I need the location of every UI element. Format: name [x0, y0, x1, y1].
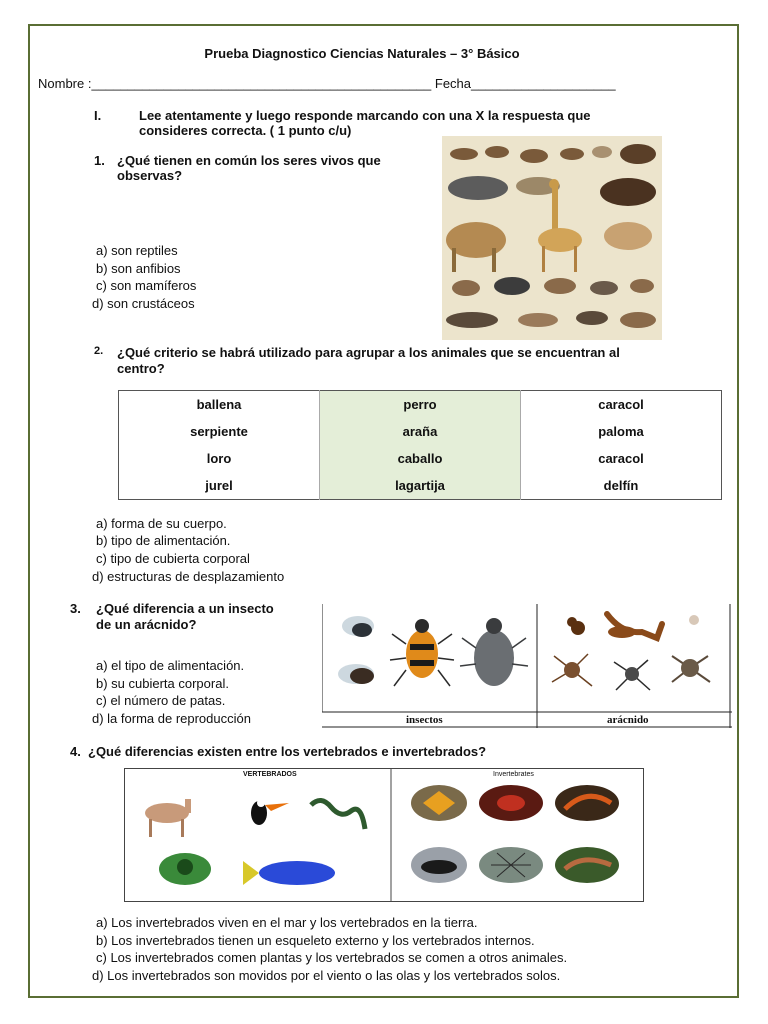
q1-text-1: ¿Qué tienen en común los seres vivos que — [117, 153, 381, 168]
name-date-line: Nombre :_______________________________________________ Fecha____________________ — [38, 76, 616, 91]
q1-option-d[interactable]: d) son crustáceos — [92, 296, 195, 311]
section-instructions-1: Lee atentamente y luego responde marcando con una X la respuesta que — [139, 108, 591, 123]
section-number: I. — [94, 108, 102, 123]
q2-option-c[interactable]: c) tipo de cubierta corporal — [96, 551, 250, 566]
table-cell: jurel — [205, 478, 233, 493]
q2-text-1: ¿Qué criterio se habrá utilizado para agrupar a los animales que se encuentran al — [117, 345, 620, 360]
insects-arachnids-panel — [322, 604, 732, 728]
table-cell: caracol — [598, 397, 644, 412]
q4-option-c[interactable]: c) Los invertebrados comen plantas y los vertebrados se comen a otros animales. — [96, 950, 568, 965]
q2-option-b[interactable]: b) tipo de alimentación. — [96, 533, 231, 548]
table-cell: caracol — [598, 451, 644, 466]
q4-number: 4. — [70, 744, 81, 759]
table-cell: loro — [206, 451, 232, 466]
q2-option-a[interactable]: a) forma de su cuerpo. — [96, 516, 227, 531]
vertebrates-panel-title: VERTEBRADOS — [243, 771, 297, 778]
q1-option-b[interactable]: b) son anfibios — [96, 261, 181, 276]
q1-number: 1. — [94, 153, 105, 168]
vertebrates-invertebrates-panel — [124, 768, 644, 902]
table-row — [119, 391, 722, 419]
mammals-illustration — [442, 136, 662, 340]
animal-group-table — [118, 390, 722, 500]
table-cell: delfín — [603, 478, 639, 493]
table-cell-highlighted: perro — [320, 391, 521, 419]
table-cell-highlighted: araña — [320, 418, 521, 445]
table-row — [119, 418, 722, 445]
q4-option-d[interactable]: d) Los invertebrados son movidos por el viento o las olas y los vertebrados solos. — [92, 968, 561, 983]
page-title: Prueba Diagnostico Ciencias Naturales – 3° Básico — [204, 46, 520, 61]
mammals-collage-image — [442, 136, 662, 340]
q1-option-a[interactable]: a) son reptiles — [96, 243, 178, 258]
q3-text-1: ¿Qué diferencia a un insecto — [96, 601, 274, 616]
q1-text-2: observas? — [117, 168, 183, 183]
q2-number: 2. — [94, 345, 104, 357]
table-row — [119, 472, 722, 500]
table-cell-highlighted: lagartija — [320, 472, 521, 500]
q4-text: ¿Qué diferencias existen entre los vertebrados e invertebrados? — [88, 744, 487, 759]
q2-text-2: centro? — [117, 361, 165, 376]
table-cell-highlighted: caballo — [320, 445, 521, 472]
table-cell: ballena — [196, 397, 242, 412]
vertebrates-invertebrates-illustration — [125, 769, 643, 901]
q3-option-b[interactable]: b) su cubierta corporal. — [96, 676, 229, 691]
table-cell: serpiente — [190, 424, 248, 439]
arachnids-caption: arácnido — [607, 714, 649, 726]
q3-text-2: de un arácnido? — [96, 617, 197, 632]
invertebrates-panel-title: Invertebrates — [493, 771, 534, 778]
insects-caption: insectos — [406, 714, 443, 726]
table-cell: paloma — [598, 424, 644, 439]
q3-number: 3. — [70, 601, 81, 616]
q4-option-b[interactable]: b) Los invertebrados tienen un esqueleto externo y los vertebrados internos. — [96, 933, 535, 948]
section-instructions-2: consideres correcta. ( 1 punto c/u) — [139, 123, 352, 138]
q3-option-d[interactable]: d) la forma de reproducción — [92, 711, 251, 726]
q1-option-c[interactable]: c) son mamíferos — [96, 278, 197, 293]
q2-option-d[interactable]: d) estructuras de desplazamiento — [92, 569, 285, 584]
q3-option-c[interactable]: c) el número de patas. — [96, 693, 226, 708]
q4-option-a[interactable]: a) Los invertebrados viven en el mar y los vertebrados en la tierra. — [96, 915, 478, 930]
insects-arachnids-illustration — [322, 604, 732, 728]
table-row — [119, 445, 722, 472]
q3-option-a[interactable]: a) el tipo de alimentación. — [96, 658, 245, 673]
